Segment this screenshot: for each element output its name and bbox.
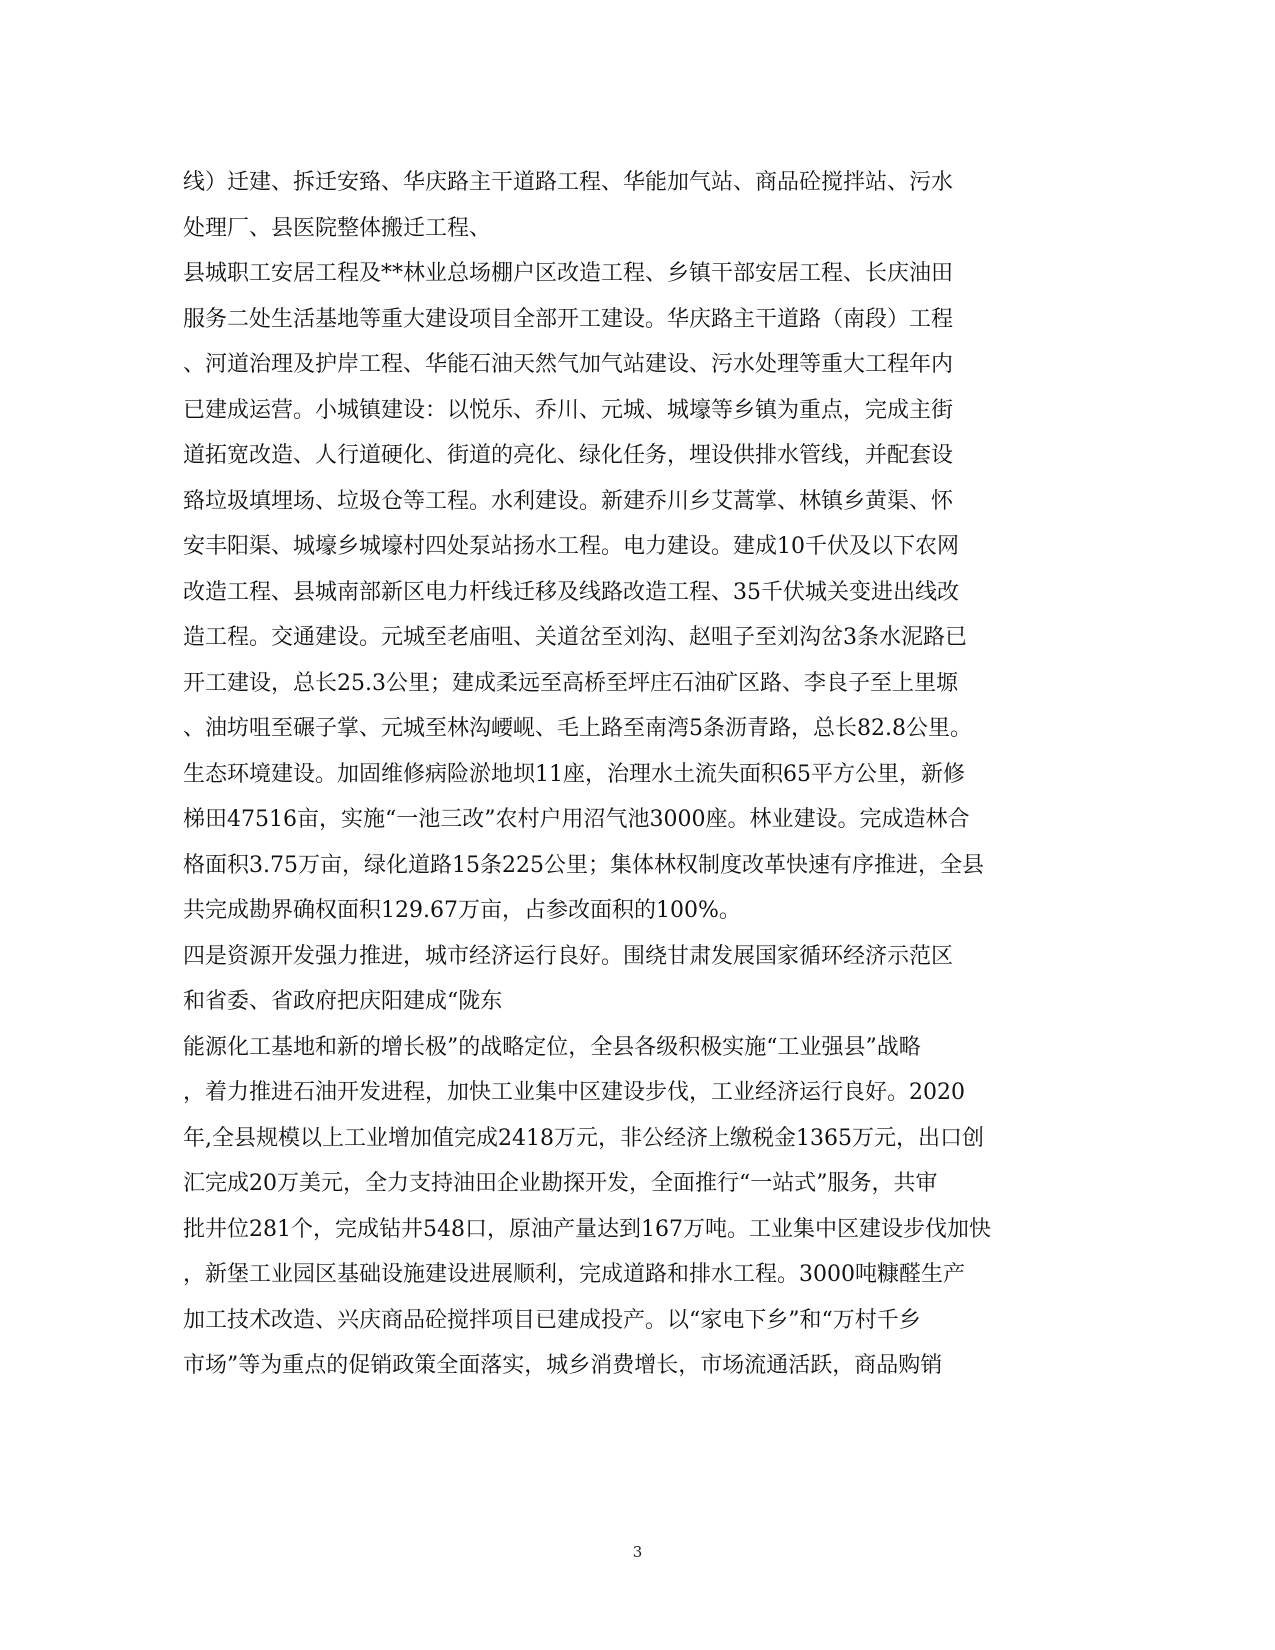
- text-line: 能源化工基地和新的增长极”的战略定位，全县各级积极实施“工业强县”战略: [183, 1034, 921, 1060]
- text-line: 年,全县规模以上工业增加值完成2418万元，非公经济上缴税金1365万元，出口创: [183, 1125, 984, 1151]
- text-line: 梯田47516亩，实施“一池三改”农村户用沼气池3000座。林业建设。完成造林合: [183, 807, 970, 832]
- text-line: 安丰阳渠、城壕乡城壕村四处泵站扬水工程。电力建设。建成10千伏及以下农网: [183, 534, 959, 559]
- page-number: 3: [632, 1543, 643, 1561]
- text-line: 市场”等为重点的促销政策全面落实，城乡消费增长，市场流通活跃，商品购销: [183, 1353, 943, 1378]
- text-line: 已建成运营。小城镇建设：以悦乐、乔川、元城、城壕等乡镇为重点，完成主街: [183, 397, 954, 423]
- text-line: 批井位281个，完成钻井548口，原油产量达到167万吨。工业集中区建设步伐加快: [183, 1216, 991, 1242]
- text-line: 生态环境建设。加固维修病险淤地坝11座，治理水土流失面积65平方公里，新修: [183, 761, 965, 787]
- text-line: 开工建设，总长25.3公里；建成柔远至高桥至坪庄石油矿区路、李良子至上里塬: [183, 670, 958, 696]
- text-line: 道拓宽改造、人行道硬化、街道的亮化、绿化任务，埋设供排水管线，并配套设: [183, 443, 954, 468]
- text-line: 造工程。交通建设。元城至老庙咀、关道岔至刘沟、赵咀子至刘沟岔3条水泥路已: [183, 625, 967, 650]
- text-line: 格面积3.75万亩，绿化道路15条225公里；集体林权制度改革快速有序推进，全县: [183, 852, 984, 878]
- text-line: ，新堡工业园区基础设施建设进展顺利，完成道路和排水工程。3000吨糠醛生产: [183, 1262, 965, 1287]
- text-line: 改造工程、县城南部新区电力杆线迁移及线路改造工程、35千伏城关变进出线改: [183, 579, 959, 605]
- text-line: 四是资源开发强力推进，城市经济运行良好。围绕甘肃发展国家循环经济示范区: [183, 943, 954, 969]
- text-line: 臵垃圾填埋场、垃圾仓等工程。水利建设。新建乔川乡艾蒿掌、林镇乡黄渠、怀: [183, 488, 954, 514]
- text-line: 共完成勘界确权面积129.67万亩，占参改面积的100%。: [183, 898, 741, 923]
- text-line: 处理厂、县医院整体搬迁工程、: [183, 215, 492, 241]
- body-text: [183, 160, 1083, 1389]
- text-line: ，着力推进石油开发进程，加快工业集中区建设步伐，工业经济运行良好。2020: [183, 1080, 965, 1105]
- text-line: 汇完成20万美元，全力支持油田企业勘探开发，全面推行“一站式”服务，共审: [183, 1171, 938, 1196]
- text-line: 、河道治理及护岸工程、华能石油天然气加气站建设、污水处理等重大工程年内: [183, 352, 954, 377]
- text-line: 服务二处生活基地等重大建设项目全部开工建设。华庆路主干道路（南段）工程: [183, 306, 954, 332]
- text-line: 、油坊咀至碾子掌、元城至林沟崾岘、毛上路至南湾5条沥青路，总长82.8公里。: [183, 716, 972, 741]
- text-line: 县城职工安居工程及**林业总场棚户区改造工程、乡镇干部安居工程、长庆油田: [183, 261, 954, 286]
- text-line: 和省委、省政府把庆阳建成“陇东: [183, 989, 503, 1014]
- text-line: 线）迁建、拆迁安臵、华庆路主干道路工程、华能加气站、商品砼搅拌站、污水: [183, 170, 954, 195]
- text-line: 加工技术改造、兴庆商品砼搅拌项目已建成投产。以“家电下乡”和“万村千乡: [183, 1307, 921, 1333]
